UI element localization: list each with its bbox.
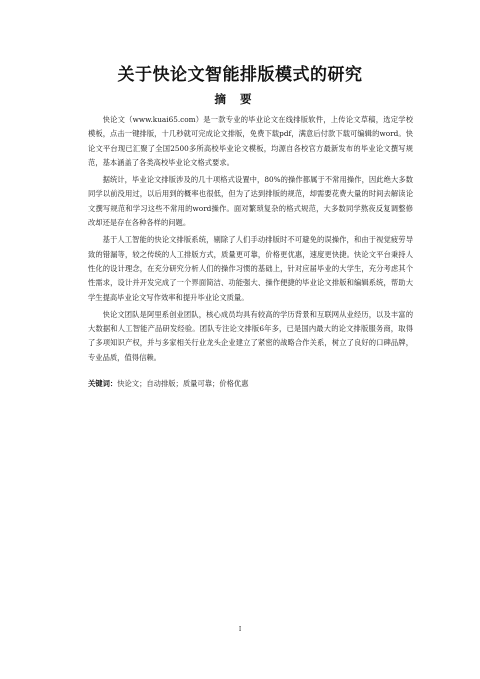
abstract-paragraph-3: 基于人工智能的快论文排版系统，剔除了人们手动排版时不可避免的误操作，和由于视觉疲劳导致的错漏等，较之传统的人工排版方式，质量更可靠，价格更优惠，速度更快捷。快论文平台秉持人性化的设计理念，在充分研究分析人们的操作习惯的基础上，针对应届毕业的大学生，充分考虑其个性需求，设计并开发完成了一个界面简洁、功能强大、操作便捷的毕业论文排版和编辑系统，帮助大学生提高毕业论文写作效率和提升毕业论文质量。 — [88, 235, 413, 302]
keywords-text: 快论文；自动排版；质量可靠；价格优惠 — [117, 379, 249, 389]
keywords-line — [88, 377, 413, 391]
abstract-paragraph-1: 快论文（www.kuai65.com）是一款专业的毕业论文在线排版软件，上传论文草稿，选定学校模板，点击一键排版，十几秒就可完成论文排版，免费下载pdf，满意后付款下载可编辑的word。快论文平台现已汇聚了全国2500多所高校毕业论文模板，均源自各校官方最新发布的毕业论文撰写规范，基本涵盖了各类高校毕业论文格式要求。 — [88, 115, 413, 167]
abstract-paragraph-2: 据统计，毕业论文排版涉及的几十项格式设置中，80%的操作都属于不常用操作，因此绝大多数同学以前没用过，以后用到的概率也很低，但为了达到排版的规范，却需要花费大量的时间去解读论文撰写规范和学习这些不常用的word操作。面对繁琐复杂的格式规范，大多数同学熬夜反复调整修改却还是存在各种各样的问题。 — [88, 175, 413, 228]
page-title: 关于快论文智能排版模式的研究 — [117, 65, 363, 85]
keywords-label: 关键词： — [88, 379, 118, 389]
abstract-paragraph-4: 快论文团队是阿里系创业团队，核心成员均具有较高的学历背景和互联网从业经历，以及丰富的大数据和人工智能产品研发经验。团队专注论文排版6年多，已是国内最大的论文排版服务商，取得了多项知识产权，并与多家相关行业龙头企业建立了紧密的战略合作关系，树立了良好的口碑品牌，专业品质，值得信赖。 — [88, 309, 413, 362]
page-number: I — [238, 626, 242, 633]
abstract-body — [88, 113, 413, 391]
abstract-heading: 摘要 — [214, 92, 266, 106]
